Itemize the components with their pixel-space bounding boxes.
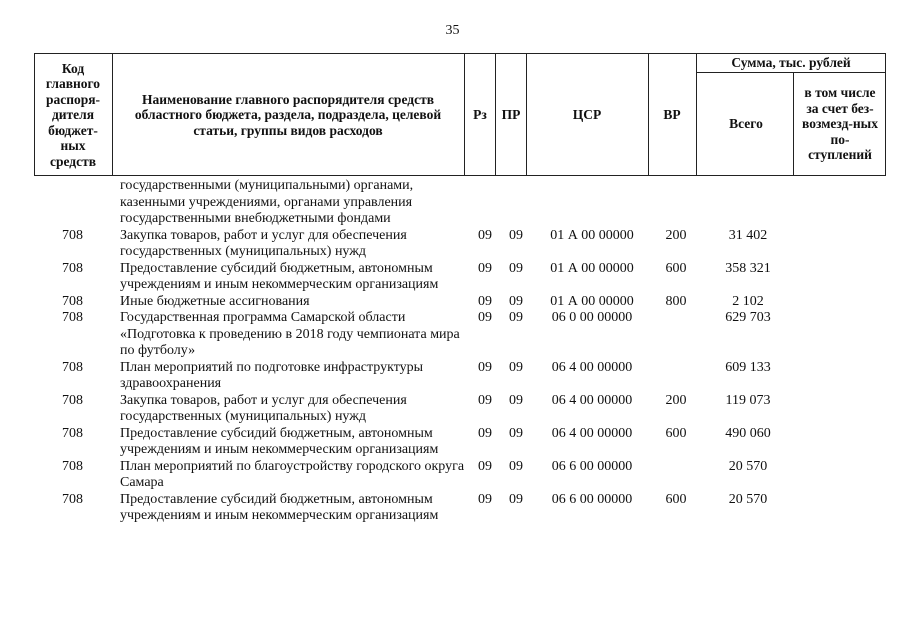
cell-vr: 600	[665, 260, 687, 276]
cell-code: 708	[62, 227, 83, 243]
cell-pr: 09	[509, 359, 523, 375]
table-row	[34, 178, 886, 228]
cell-total: 609 133	[725, 359, 771, 375]
header-vline	[526, 53, 527, 176]
cell-name: План мероприятий по подготовке инфраструктуры здравоохранения	[120, 359, 424, 391]
cell-csr: 06 4 00 00000	[551, 359, 633, 375]
table-body	[34, 178, 886, 525]
cell-pr: 09	[509, 425, 523, 441]
cell-total: 358 321	[725, 260, 771, 276]
cell-total: 629 703	[725, 310, 771, 325]
cell-rz: 09	[478, 227, 492, 243]
table-row	[34, 228, 886, 261]
header-gratis: в том числе за счет без-возмезд-ных по-ступлений	[802, 85, 878, 163]
table-row	[34, 360, 886, 393]
cell-name: Закупка товаров, работ и услуг для обеспечения государственных (муниципальных) нужд	[120, 227, 407, 259]
cell-pr: 09	[509, 293, 523, 309]
cell-name: Предоставление субсидий бюджетным, автономным учреждениям и иным некоммерческим организациям	[120, 491, 439, 523]
cell-total: 119 073	[725, 392, 771, 408]
header-code: Код главного распоря-дителя бюджет-ных средств	[45, 60, 101, 169]
page-number: 35	[445, 23, 460, 38]
cell-rz: 09	[478, 425, 492, 441]
header-sum-divider	[696, 72, 886, 73]
cell-rz: 09	[478, 491, 492, 507]
cell-name: Государственная программа Самарской области «Подготовка к проведению в 2018 году чемпионата мира по футболу»	[120, 310, 460, 358]
cell-pr: 09	[509, 310, 523, 325]
cell-pr: 09	[509, 260, 523, 276]
cell-rz: 09	[478, 293, 492, 309]
header-vline	[885, 53, 886, 176]
header-total: Всего	[729, 116, 763, 132]
cell-rz: 09	[478, 260, 492, 276]
table-row	[34, 393, 886, 426]
cell-csr: 06 4 00 00000	[551, 392, 633, 408]
header-top-border	[34, 53, 886, 54]
cell-vr: 200	[665, 392, 687, 408]
table-row	[34, 261, 886, 294]
cell-csr: 06 6 00 00000	[551, 491, 633, 507]
cell-total: 20 570	[728, 491, 768, 507]
cell-total: 20 570	[728, 458, 768, 474]
header-pr: ПР	[501, 107, 521, 123]
cell-code: 708	[62, 458, 83, 474]
cell-code: 708	[62, 491, 83, 507]
cell-total: 2 102	[732, 293, 764, 309]
cell-name: Иные бюджетные ассигнования	[120, 293, 310, 309]
cell-code: 708	[62, 392, 83, 408]
cell-code: 708	[62, 310, 83, 325]
cell-total: 31 402	[728, 227, 768, 243]
table-header	[34, 53, 886, 176]
header-rz: Рз	[473, 107, 487, 123]
cell-code: 708	[62, 260, 83, 276]
cell-name: Предоставление субсидий бюджетным, автономным учреждениям и иным некоммерческим организациям	[120, 260, 439, 292]
header-vline	[793, 72, 794, 176]
header-vr: ВР	[663, 107, 681, 123]
cell-code: 708	[62, 293, 83, 309]
cell-vr: 800	[665, 293, 687, 309]
cell-rz: 09	[478, 359, 492, 375]
cell-name: Предоставление субсидий бюджетным, автономным учреждениям и иным некоммерческим организациям	[120, 425, 439, 457]
cell-rz: 09	[478, 392, 492, 408]
cell-name: План мероприятий по благоустройству городского округа Самара	[120, 458, 465, 490]
cell-csr: 01 А 00 00000	[550, 260, 634, 276]
cell-vr: 600	[665, 491, 687, 507]
header-name: Наименование главного распорядителя средств областного бюджета, раздела, подраздела, целевой статьи, группы видов расходов	[134, 91, 442, 138]
cell-csr: 06 6 00 00000	[551, 458, 633, 474]
cell-vr: 600	[665, 425, 687, 441]
cell-pr: 09	[509, 491, 523, 507]
header-bottom-border	[34, 175, 886, 176]
header-vline	[495, 53, 496, 176]
cell-csr: 01 А 00 00000	[550, 227, 634, 243]
header-vline	[112, 53, 113, 176]
cell-pr: 09	[509, 458, 523, 474]
cell-csr: 06 4 00 00000	[551, 425, 633, 441]
cell-csr: 01 А 00 00000	[550, 293, 634, 309]
cell-name: Закупка товаров, работ и услуг для обеспечения государственных (муниципальных) нужд	[120, 392, 407, 424]
cell-vr: 200	[665, 227, 687, 243]
table-row	[34, 294, 886, 311]
table-row	[34, 492, 886, 525]
table-row	[34, 310, 886, 360]
header-vline	[648, 53, 649, 176]
cell-code: 708	[62, 359, 83, 375]
cell-pr: 09	[509, 392, 523, 408]
table-row	[34, 459, 886, 492]
header-sum: Сумма, тыс. рублей	[731, 55, 851, 71]
cell-rz: 09	[478, 458, 492, 474]
cell-code: 708	[62, 425, 83, 441]
header-vline	[34, 53, 35, 176]
cell-total: 490 060	[725, 425, 771, 441]
cell-csr: 06 0 00 00000	[551, 310, 633, 325]
header-vline	[696, 53, 697, 176]
cell-pr: 09	[509, 227, 523, 243]
header-vline	[464, 53, 465, 176]
table-row	[34, 426, 886, 459]
header-csr: ЦСР	[572, 107, 602, 123]
cell-name: государственными (муниципальными) органами, казенными учреждениями, органами управления государственными внебюджетными фондами	[120, 178, 414, 226]
cell-rz: 09	[478, 310, 492, 325]
